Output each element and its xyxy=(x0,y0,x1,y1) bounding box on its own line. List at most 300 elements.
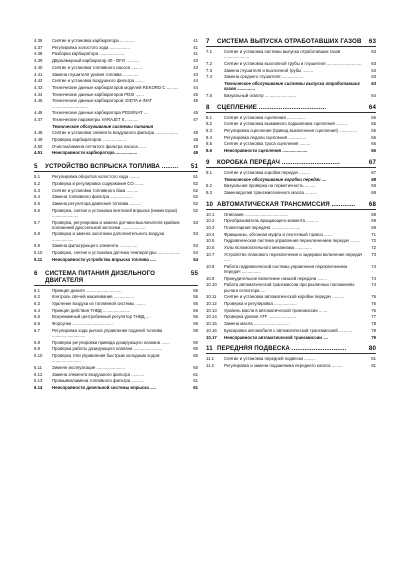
section-page: 64 xyxy=(368,103,376,111)
entry-title: Фрикционы, обгонная муфта и ленточный тормоз ....... xyxy=(224,231,333,237)
entry-number: 5.9 xyxy=(34,243,40,249)
section-page: 67 xyxy=(368,158,376,166)
entry-page: 71 xyxy=(371,231,376,237)
entry-number: 10.3 xyxy=(206,225,215,231)
entry-number: 8.6 xyxy=(206,148,212,154)
toc-entry xyxy=(206,282,376,292)
entry-title: Гидравлическая система управления переключением передач ........ xyxy=(224,238,360,244)
toc-entry xyxy=(206,264,376,274)
entry-title: Неисправности карбюратора .................. xyxy=(52,150,138,156)
toc-entry xyxy=(206,183,376,188)
entry-title: Замена среднего глушителя .................. xyxy=(224,74,304,80)
entry-page: 55 xyxy=(193,287,198,293)
entry-title: Очистка/замена сетчатого фильтра насоса ...... xyxy=(52,143,147,149)
entry-title: Проверка работы дозирующего клапана ........................ xyxy=(52,346,163,352)
entry-title: Проверка регулировки привода дозирующего клапана ....... xyxy=(52,339,170,345)
entry-number: 4.49 xyxy=(34,137,43,143)
toc-entry xyxy=(34,124,198,129)
entry-title: Описание .................................... xyxy=(224,211,288,217)
entry-page: 49 xyxy=(193,150,198,156)
toc-entry xyxy=(34,328,198,338)
entry-page: 41 xyxy=(193,44,198,50)
section-number: 10 xyxy=(206,200,214,208)
entry-page: 77 xyxy=(371,314,376,320)
entry-number: 10.4 xyxy=(206,231,215,237)
entry-number: 5.5 xyxy=(34,200,40,206)
toc-entry xyxy=(206,321,376,326)
entry-page: 76 xyxy=(371,307,376,313)
entry-number: 6.5 xyxy=(34,314,40,320)
entry-title: Замена/долив трансмиссионного масла .......... xyxy=(224,189,317,195)
entry-title: Снятие и установка коробки передач ......... xyxy=(224,169,310,175)
entry-number: 10.16 xyxy=(206,327,217,333)
entry-number: 4.46 xyxy=(34,110,43,116)
entry-title: Проверка карбюраторов .................... xyxy=(52,137,127,143)
entry-page: 61 xyxy=(193,371,198,377)
entry-page: 60 xyxy=(193,346,198,352)
entry-page: 69 xyxy=(371,225,376,231)
toc-entry xyxy=(206,93,376,98)
entry-title: Неисправности автоматической трансмиссии .... xyxy=(224,334,328,340)
toc-list-chapter8 xyxy=(206,115,376,154)
entry-title: Принудительное включение низшей передачи ........ xyxy=(224,275,328,281)
toc-list-chapter5 xyxy=(34,174,198,262)
entry-page: 48 xyxy=(193,137,198,143)
entry-title: Регулировка холостого хода ................. xyxy=(52,44,130,50)
entry-number: 10.14 xyxy=(206,314,217,320)
entry-number: 7.4 xyxy=(206,74,212,80)
entry-number: 6.1 xyxy=(34,287,40,293)
entry-page: 74 xyxy=(371,275,376,281)
entry-page: 60 xyxy=(193,364,198,370)
entry-title: Замена глушителя уровня топлива ............. xyxy=(52,71,139,77)
entry-title: Проверка уровня ATF ....................... xyxy=(224,314,296,320)
entry-number: 6.12 xyxy=(34,371,43,377)
entry-title: Снятие и установка передней подвески ......... xyxy=(224,356,315,362)
entry-page: 45 xyxy=(193,91,198,97)
entry-page: 43 xyxy=(193,71,198,77)
entry-page: 52 xyxy=(193,200,198,206)
entry-page: 81 xyxy=(371,362,376,368)
entry-number: 10.15 xyxy=(206,321,217,327)
entry-number: 6.11 xyxy=(34,364,43,370)
entry-number: 10.17 xyxy=(206,334,217,340)
entry-number xyxy=(34,124,52,129)
entry-number: 4.47 xyxy=(34,116,43,122)
toc-entry xyxy=(206,238,376,243)
entry-number: 5.1 xyxy=(34,174,40,180)
entry-title: Работа автоматической трансмиссии при различных положениях рычага селектора .... xyxy=(224,282,355,293)
entry-page: 46 xyxy=(193,110,198,116)
entry-number: 10.7 xyxy=(206,251,215,257)
entry-title: Преобразователь вращающего момента .......... xyxy=(224,218,319,224)
entry-number: 5.10 xyxy=(34,250,43,256)
toc-list-chapter7 xyxy=(206,49,376,98)
entry-page: 63 xyxy=(371,49,376,54)
entry-title: Проверка, снятие и установка вентилей впрыска (инжекторов) ...................... xyxy=(52,207,178,218)
entry-number: 4.45 xyxy=(34,98,43,104)
entry-title: Снятие и установка системы выпуска отработавших газов ..................... xyxy=(224,49,341,60)
entry-number: 10.6 xyxy=(206,245,215,251)
entry-title: Регулировка и замена подшипника переднего колеса ......... xyxy=(224,362,343,368)
entry-title: Проверка, регулировка и замена датчика-выключателя крайних положений дроссельной заслонки .................... xyxy=(52,219,180,230)
entry-number: 6.4 xyxy=(34,307,40,313)
entry-page: 59 xyxy=(193,327,198,333)
entry-number: 7.1 xyxy=(206,49,212,54)
toc-list-chapter4 xyxy=(34,38,198,156)
toc-entry xyxy=(34,38,198,43)
toc-entry xyxy=(34,58,198,63)
toc-entry xyxy=(34,65,198,70)
section-number: 11 xyxy=(206,345,213,353)
entry-number: 4.41 xyxy=(34,71,43,77)
toc-entry xyxy=(34,51,198,56)
entry-title: Проверка и регулировка ................... xyxy=(224,301,297,306)
toc-entry xyxy=(206,177,376,182)
entry-page: 68 xyxy=(371,183,376,189)
entry-number: 10.10 xyxy=(206,282,217,288)
section-title: СИСТЕМА ВЫПУСКА ОТРАБОТАВШИХ ГАЗОВ xyxy=(217,38,362,45)
toc-entry xyxy=(34,174,198,179)
section-number: 9 xyxy=(206,158,210,166)
toc-entry xyxy=(34,321,198,326)
section-page: 63 xyxy=(368,38,376,45)
section-title: АВТОМАТИЧЕСКАЯ ТРАНСМИССИЯ ............. xyxy=(217,200,356,208)
section-7-heading xyxy=(206,38,376,47)
entry-number: 9.2 xyxy=(206,183,212,189)
entry-number: 9.1 xyxy=(206,169,212,175)
entry-page: 68 xyxy=(371,176,376,182)
entry-title: Неисправности сцепления ..................... xyxy=(224,148,308,154)
entry-page: 81 xyxy=(371,356,376,362)
entry-title: Снятие и установка топливного насоса ......... xyxy=(52,64,142,70)
entry-title: Узлы вспомогательного механизма .............. xyxy=(224,245,312,251)
entry-page: 66 xyxy=(371,148,376,154)
entry-page: 73 xyxy=(371,251,376,257)
entry-page: 43 xyxy=(193,64,198,70)
entry-number: 4.39 xyxy=(34,58,43,64)
entry-number: 5.3 xyxy=(34,187,40,193)
entry-number: 5.7 xyxy=(34,219,40,225)
entry-number: 11.1 xyxy=(206,356,215,362)
entry-title: Замена элемента воздушного фильтра ........... xyxy=(52,371,145,377)
entry-number: 6.8 xyxy=(34,339,40,345)
toc-entry xyxy=(34,340,198,345)
entry-number: 10.5 xyxy=(206,238,215,244)
toc-left-column xyxy=(34,38,198,392)
entry-number: 4.40 xyxy=(34,64,43,70)
entry-title: Технические данные карбюраторов моделей REKORD C .......... xyxy=(52,84,179,90)
entry-page: 72 xyxy=(371,245,376,251)
entry-number: 6.3 xyxy=(34,300,40,306)
entry-number: 4.44 xyxy=(34,91,43,97)
section-page: 51 xyxy=(190,163,198,171)
toc-entry xyxy=(206,245,376,250)
toc-entry xyxy=(206,294,376,299)
entry-page: 68 xyxy=(371,211,376,217)
entry-title: Промывка/замена топливного фильтра ........... xyxy=(52,378,145,384)
entry-page: 54 xyxy=(193,250,198,256)
entry-number: 5.6 xyxy=(34,207,40,213)
entry-title: Устройство планового переключения и задержки включения передач ..... xyxy=(224,251,363,263)
toc-entry xyxy=(34,346,198,351)
section-number: 5 xyxy=(34,163,38,171)
toc-entry xyxy=(34,98,198,108)
section-number: 7 xyxy=(206,38,210,45)
section-page: 68 xyxy=(368,200,376,208)
entry-number: 4.50 xyxy=(34,143,43,149)
entry-page: 48 xyxy=(193,143,198,149)
toc-entry xyxy=(34,288,198,293)
toc-entry xyxy=(34,257,198,262)
entry-page: 41 xyxy=(193,51,198,57)
toc-entry xyxy=(206,135,376,140)
toc-entry xyxy=(34,250,198,255)
toc-entry xyxy=(34,92,198,97)
toc-list-chapter11 xyxy=(206,356,376,368)
toc-entry xyxy=(206,128,376,133)
entry-number: 4.36 xyxy=(34,38,43,43)
entry-title: Снятие и установка элемента воздушного фильтра ................... xyxy=(52,130,179,136)
entry-title: Замена глушителя и выхлопной трубы ......... xyxy=(224,67,314,73)
entry-title: Регулировка хода рычага управления подачей топлива ............................ xyxy=(52,327,163,338)
entry-page: 48 xyxy=(193,130,198,136)
toc-entry xyxy=(34,201,198,206)
entry-page: 44 xyxy=(193,78,198,84)
entry-title: Визуальная проверка на герметичность ......... xyxy=(224,183,316,189)
entry-title: Всережимный центробежный регулятор ТНВД .... xyxy=(52,314,151,320)
toc-entry xyxy=(34,314,198,319)
entry-title: Технические данные карбюраторов PDSI ....... xyxy=(52,91,144,97)
entry-page: 78 xyxy=(371,321,376,327)
entry-page: 66 xyxy=(371,141,376,147)
entry-number: 4.51 xyxy=(34,150,43,156)
entry-page: 69 xyxy=(371,218,376,224)
entry-number: 8.3 xyxy=(206,128,212,134)
entry-title: Снятие и установка автоматической коробки передач .......... xyxy=(224,294,345,300)
entry-title: Снятие и установка сцепления ............... xyxy=(224,114,305,120)
section-9-heading xyxy=(206,159,376,168)
entry-page: 63 xyxy=(371,67,376,73)
entry-page xyxy=(186,124,198,129)
entry-number: 7.2 xyxy=(206,60,212,66)
entry-page: 56 xyxy=(193,314,198,320)
entry-page: 60 xyxy=(193,339,198,345)
entry-page: 65 xyxy=(371,128,376,134)
entry-page: 59 xyxy=(193,321,198,327)
entry-number xyxy=(206,81,224,91)
entry-number: 6.10 xyxy=(34,353,43,359)
section-title: СИСТЕМА ПИТАНИЯ ДИЗЕЛЬНОГО ДВИГАТЕЛЯ xyxy=(45,269,156,284)
entry-title: Регулировка педали сцепления ............... xyxy=(224,134,307,140)
toc-entry xyxy=(34,194,198,199)
entry-page: 52 xyxy=(193,194,198,200)
entry-title: Техническое обслуживание системы выпуска отработавших газов ............... xyxy=(224,81,360,92)
entry-number: 10.9 xyxy=(206,275,215,281)
entry-number xyxy=(206,177,224,182)
toc-entry xyxy=(34,220,198,230)
toc-entry xyxy=(206,328,376,333)
entry-title: Замена масла .............................. xyxy=(224,321,290,327)
entry-number: 4.48 xyxy=(34,130,43,136)
toc-entry xyxy=(206,49,376,59)
entry-title: Принцип действия ТНВД ....................... xyxy=(52,307,131,313)
toc-entry xyxy=(34,372,198,377)
entry-number: 6.6 xyxy=(34,321,40,327)
entry-page: 55 xyxy=(193,294,198,300)
entry-title: Буксировка автомобиля с автоматической трансмиссией ........... xyxy=(224,327,353,333)
toc-entry xyxy=(206,356,376,361)
toc-entry xyxy=(34,294,198,299)
entry-number: 5.2 xyxy=(34,180,40,186)
toc-entry xyxy=(34,137,198,142)
toc-list-chapter6 xyxy=(34,288,198,391)
toc-list-chapter9 xyxy=(206,170,376,195)
entry-title: Удаление воздуха из топливной системы ........ xyxy=(52,300,145,306)
entry-page: 65 xyxy=(371,114,376,120)
entry-number: 5.11 xyxy=(34,256,43,262)
entry-page: 65 xyxy=(371,134,376,140)
entry-title: Снятие и установка воздушного фильтра ........ xyxy=(52,78,145,84)
entry-page: 61 xyxy=(193,385,198,391)
entry-number: 7.5 xyxy=(206,92,212,98)
toc-entry xyxy=(206,232,376,237)
toc-entry xyxy=(34,78,198,83)
toc-right-column xyxy=(206,38,376,370)
entry-title: Принцип дизеля .............................. xyxy=(52,287,122,293)
toc-entry xyxy=(206,225,376,230)
entry-title: Проверка, снятие и установка датчика температуры ................... xyxy=(52,250,181,256)
section-page: 55 xyxy=(190,269,198,277)
entry-page: 72 xyxy=(371,238,376,244)
entry-title: Снятие и установка выхлопной трубы и глушителя ............................. xyxy=(224,60,362,66)
entry-page: 56 xyxy=(193,307,198,313)
toc-entry xyxy=(206,170,376,175)
entry-title: Неисправности устройства впрыска топлива ..... xyxy=(52,256,157,262)
entry-title: Снятие и установка троса сцепления ......... xyxy=(224,141,311,147)
entry-number: 8.2 xyxy=(206,121,212,127)
entry-page: 63 xyxy=(371,81,376,87)
entry-page: 79 xyxy=(371,334,376,340)
entry-number: 6.7 xyxy=(34,327,40,333)
entry-title: Регулировка оборотов холостого хода ......... xyxy=(52,174,141,180)
entry-number: 8.4 xyxy=(206,134,212,140)
entry-page: 43 xyxy=(193,58,198,64)
entry-number: 8.5 xyxy=(206,141,212,147)
entry-title: Неисправности дизельной системы впрыска ..... xyxy=(52,385,157,391)
section-11-heading xyxy=(206,345,376,354)
entry-page: 74 xyxy=(371,263,376,269)
entry-page: 47 xyxy=(193,116,198,122)
entry-title: Замена регулятора давления топлива .......... xyxy=(52,200,142,206)
toc-entry xyxy=(206,74,376,79)
entry-title: Технические данные карбюраторов: DIDTA и INAT .............................. xyxy=(52,98,152,109)
toc-entry xyxy=(34,231,198,241)
entry-number: 4.43 xyxy=(34,84,43,90)
entry-title: Уровень масла в автоматической трансмиссии ....... xyxy=(224,307,328,313)
entry-title: Контроль свечей накаливания ................. xyxy=(52,294,134,300)
entry-number: 10.13 xyxy=(206,307,217,313)
toc-entry xyxy=(34,243,198,248)
toc-entry xyxy=(34,130,198,135)
section-title: ПЕРЕДНЯЯ ПОДВЕСКА .............................. xyxy=(217,345,347,353)
entry-title: Разборка карбюратора ...................... xyxy=(52,51,126,57)
toc-entry xyxy=(34,353,198,363)
toc-entry xyxy=(206,61,376,66)
toc-entry xyxy=(206,148,376,153)
entry-number: 5.4 xyxy=(34,194,40,200)
toc-entry xyxy=(206,121,376,126)
entry-title: Проверка тяги управления быстрым холодным ходом ........................ xyxy=(52,353,160,364)
entry-title: Снятие и установка топливного бака .......... xyxy=(52,187,139,193)
section-title: КОРОБКА ПЕРЕДАЧ ................................ xyxy=(217,158,340,166)
section-title: УСТРОЙСТВО ВСПРЫСКА ТОПЛИВА ......... xyxy=(45,163,179,171)
entry-page: 52 xyxy=(193,180,198,186)
entry-number: 10.2 xyxy=(206,218,215,224)
toc-entry xyxy=(206,115,376,120)
toc-list-chapter10 xyxy=(206,212,376,340)
entry-number: 6.2 xyxy=(34,294,40,300)
toc-entry xyxy=(34,150,198,155)
entry-number: 10.8 xyxy=(206,263,215,269)
entry-page: 76 xyxy=(371,294,376,300)
toc-entry xyxy=(34,188,198,193)
toc-entry xyxy=(34,144,198,149)
entry-title: Снятие и установка карбюратора ............ xyxy=(52,38,135,43)
entry-page: 61 xyxy=(193,378,198,384)
toc-entry xyxy=(206,363,376,368)
entry-title: Замена топливного фильтра ................... xyxy=(52,194,133,200)
section-number: 8 xyxy=(206,103,210,111)
entry-page: 56 xyxy=(193,300,198,306)
section-title: СЦЕПЛЕНИЕ ..................................... xyxy=(217,103,327,111)
entry-page: 74 xyxy=(371,282,376,288)
entry-title: Технические данные карбюратора PDSI/INAT .... xyxy=(52,110,149,116)
entry-title: Проверка и замена золотника дополнительного воздуха .................. xyxy=(52,231,165,242)
entry-page: 63 xyxy=(371,74,376,80)
toc-entry xyxy=(34,208,198,218)
entry-title: Планетарная передача ........................ xyxy=(224,225,301,231)
entry-title: Проверка и регулировка содержания CO ........ xyxy=(52,180,145,186)
entry-number: 4.42 xyxy=(34,78,43,84)
toc-entry xyxy=(206,335,376,340)
entry-title: Снятие и установка выжимного подшипника сцепления .......... xyxy=(224,121,348,127)
entry-page: 64 xyxy=(371,92,376,98)
entry-title: Технические параметры VARAJET II ........... xyxy=(52,116,139,122)
toc-entry xyxy=(34,117,198,122)
toc-entry xyxy=(34,45,198,50)
entry-title: Техническое обслуживание системы питания xyxy=(52,123,154,129)
section-number: 6 xyxy=(34,269,38,277)
toc-entry xyxy=(34,72,198,77)
toc-entry xyxy=(206,68,376,73)
entry-title: Техническое обслуживание коробки передач .... xyxy=(224,176,327,182)
section-8-heading xyxy=(206,104,376,113)
toc-entry xyxy=(34,181,198,186)
entry-title: Зимняя эксплуатация ........................ xyxy=(52,364,126,370)
entry-page: 54 xyxy=(193,256,198,262)
toc-entry xyxy=(206,212,376,217)
entry-page: 51 xyxy=(193,174,198,180)
toc-entry xyxy=(206,81,376,91)
entry-title: Визуальный осмотр .......................... xyxy=(224,92,296,98)
toc-entry xyxy=(34,365,198,370)
toc-entry xyxy=(206,252,376,262)
entry-page: 52 xyxy=(193,187,198,193)
entry-number: 10.11 xyxy=(206,294,217,300)
entry-number: 4.37 xyxy=(34,44,43,50)
section-5-heading xyxy=(34,163,198,172)
